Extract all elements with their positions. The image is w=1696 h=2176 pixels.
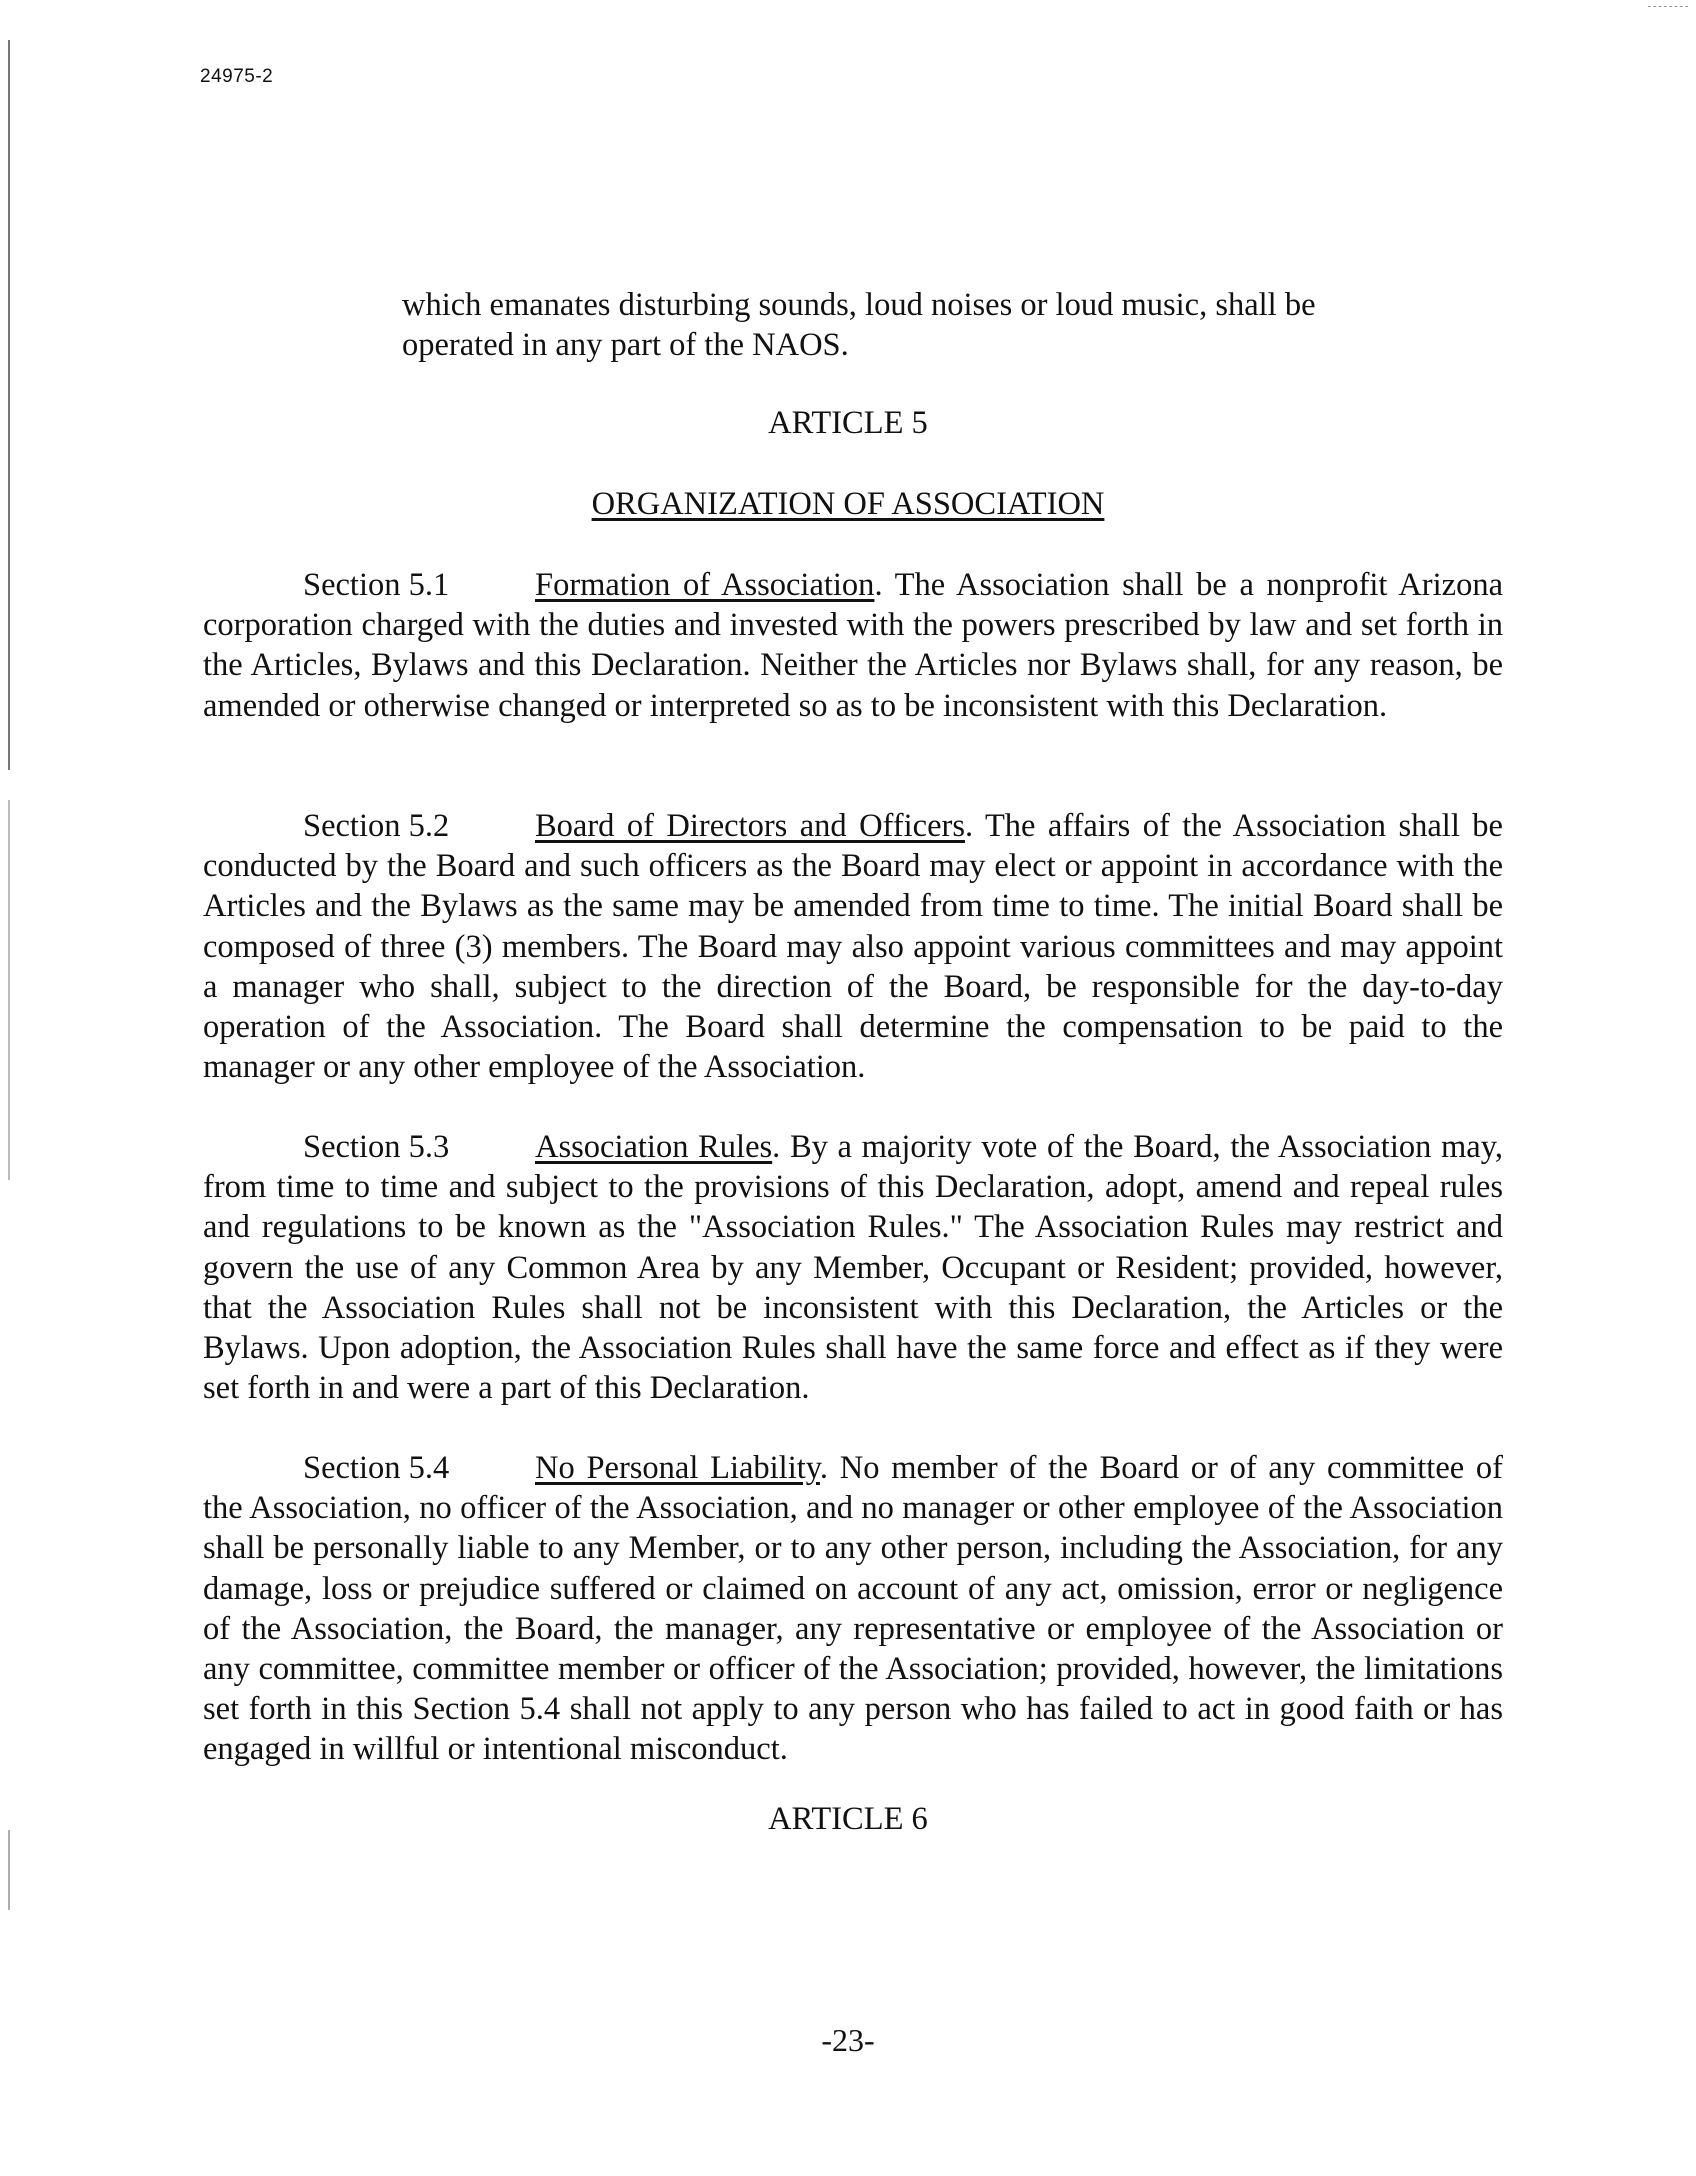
article-5-title <box>0 484 1696 524</box>
section-title: No Personal Liability <box>535 1450 820 1486</box>
page-number: -23- <box>821 2022 875 2058</box>
section-5-1 <box>203 565 1503 726</box>
section-body: . No member of the Board or of any committee of the Association, no officer of the Association, and no manager or other employee of the Association shall be personally liable to any Member, or to any other person, including the Association, for any damage, loss or prejudice suffered or claimed on account of any act, omission, error or negligence of the Association, the Board, the manager, any representative or employee of the Association or any committee, committee member or officer of the Association; provided, however, the limitations set forth in this Section 5.4 shall not apply to any person who has failed to act in good faith or has engaged in willful or intentional misconduct. <box>203 1450 1503 1768</box>
section-number: Section 5.1 <box>303 567 450 603</box>
section-body: . By a majority vote of the Board, the Association may, from time to time and subject to the provisions of this Declaration, adopt, amend and repeal rules and regulations to be known as the "Association Rules." The Association Rules may restrict and govern the use of any Common Area by any Member, Occupant or Resident; provided, however, that the Association Rules shall not be inconsistent with this Declaration, the Articles or the Bylaws. Upon adoption, the Association Rules shall have the same force and effect as if they were set forth in and were a part of this Declaration. <box>203 1129 1503 1407</box>
article-6-heading: ARTICLE 6 <box>768 1801 928 1837</box>
section-body: . The affairs of the Association shall be conducted by the Board and such officers as the Board may elect or appoint in accordance with the Articles and the Bylaws as the same may be amended from time to time. The initial Board shall be composed of three (3) members. The Board may also appoint various committees and may appoint a manager who shall, subject to the direction of the Board, be responsible for the day-to-day operation of the Association. The Board shall determine the compensation to be paid to the manager or any other employee of the Association. <box>203 808 1503 1086</box>
section-body: . The Association shall be a nonprofit Arizona corporation charged with the duties and invested with the powers prescribed by law and set forth in the Articles, Bylaws and this Declaration. Neither the Articles nor Bylaws shall, for any reason, be amended or otherwise changed or interpreted so as to be inconsistent with this Declaration. <box>203 567 1503 724</box>
scan-corner-mark <box>1648 6 1688 7</box>
section-5-2 <box>203 806 1503 1087</box>
section-title: Association Rules <box>535 1129 773 1165</box>
section-number: Section 5.3 <box>303 1129 450 1165</box>
article-5-heading: ARTICLE 5 <box>768 405 928 441</box>
section-number: Section 5.2 <box>303 808 450 844</box>
scan-edge-mark <box>8 1830 10 1910</box>
scan-edge-mark <box>8 800 10 1180</box>
intro-paragraph: which emanates disturbing sounds, loud noises or loud music, shall be operated in any part of the NAOS. <box>402 287 1316 364</box>
article-5-title-text: ORGANIZATION OF ASSOCIATION <box>591 486 1105 522</box>
section-title: Board of Directors and Officers <box>535 808 965 844</box>
section-number: Section 5.4 <box>303 1450 450 1486</box>
section-5-3 <box>203 1127 1503 1408</box>
section-title: Formation of Association <box>535 567 875 603</box>
section-5-4 <box>203 1448 1503 1770</box>
document-id: 24975-2 <box>200 66 274 87</box>
